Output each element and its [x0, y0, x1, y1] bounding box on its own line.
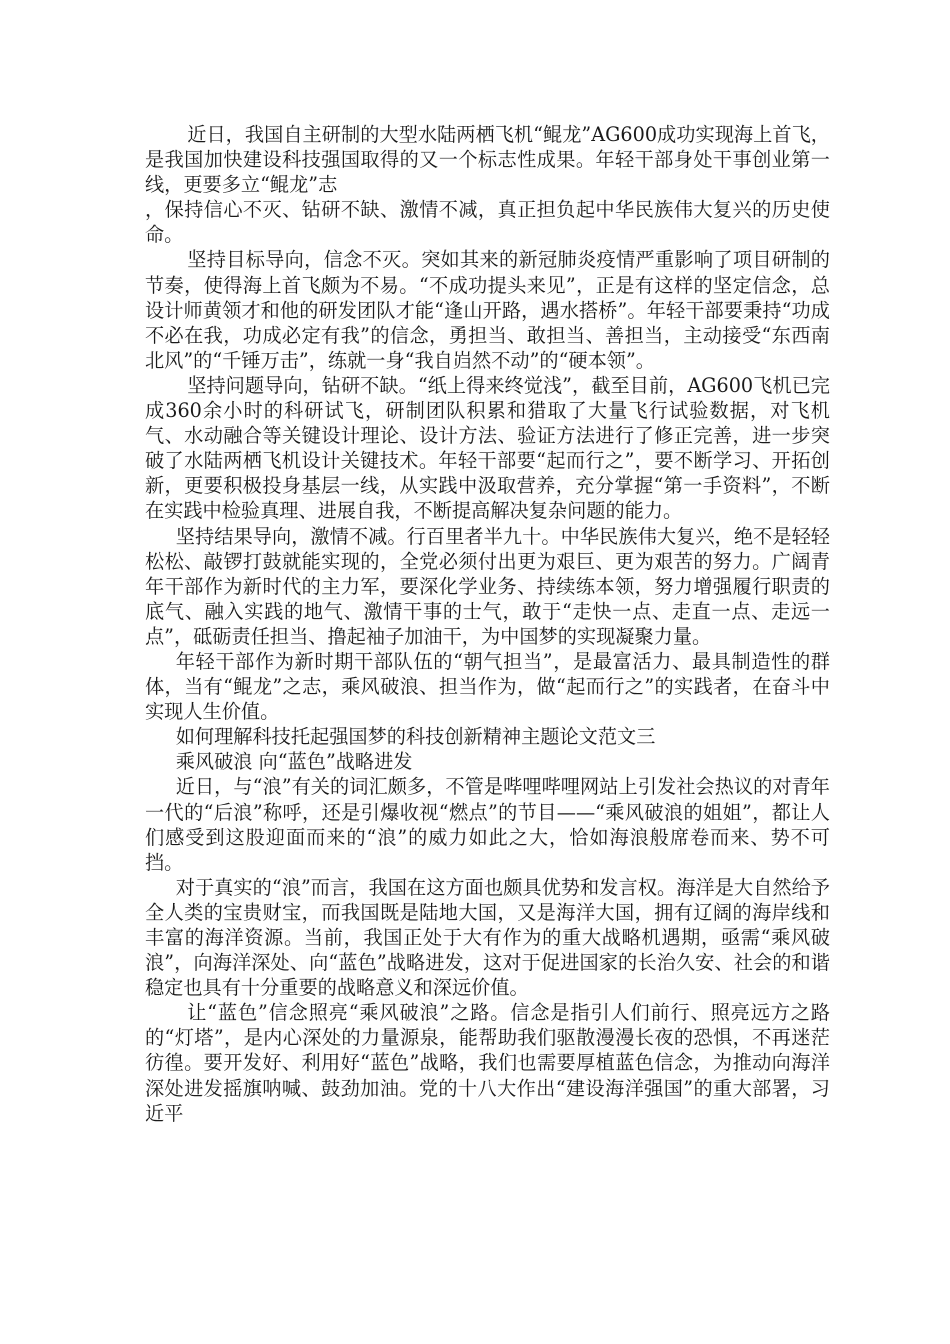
- paragraph-ocean-advantage: 对于真实的“浪”而言，我国在这方面也颇具优势和发言权。海洋是大自然给予全人类的宝贵财宝，而我国既是陆地大国，又是海洋大国，拥有辽阔的海岸线和丰富的海洋资源。当前，我国正处于大有作为的重大战略机遇期，亟需“乘风破浪”，向海洋深处、向“蓝色”战略进发，这对于促进国家的长治久安、社会的和谐稳定也具有十分重要的战略意义和深远价值。: [145, 875, 830, 1000]
- section-subtitle: 乘风破浪 向“蓝色”战略进发: [175, 750, 413, 774]
- section-title: 如何理解科技托起强国梦的科技创新精神主题论文范文三: [175, 725, 656, 749]
- paragraph-conclusion: 年轻干部作为新时期干部队伍的“朝气担当”，是最富活力、最具制造性的群体，当有“鲲龙”之志，乘风破浪、担当作为，做“起而行之”的实践者，在奋斗中实现人生价值。: [145, 649, 830, 724]
- paragraph-intro-continued: ，保持信心不灭、钻研不缺、激情不减，真正担负起中华民族伟大复兴的历史使命。: [145, 198, 830, 247]
- paragraph-blue-belief: 让“蓝色”信念照亮“乘风破浪”之路。信念是指引人们前行、照亮远方之路的“灯塔”，是内心深处的力量源泉，能帮助我们驱散漫漫长夜的恐惧，不再迷茫彷徨。要开发好、利用好“蓝色”战略，我们也需要厚植蓝色信念，为推动向海洋深处进发摇旗呐喊、鼓劲加油。党的十八大作出“建设海洋强国”的重大部署，习近平: [145, 1001, 830, 1125]
- document-body: [145, 122, 830, 1126]
- paragraph-problem-orientation: 坚持问题导向，钻研不缺。“纸上得来终觉浅”，截至目前，AG600飞机已完成360余小时的科研试飞，研制团队积累和猎取了大量飞行试验数据，对飞机气、水动融合等关键设计理论、设计方法、验证方法进行了修正完善，进一步突破了水陆两栖飞机设计关键技术。年轻干部要“起而行之”，要不断学习、开拓创新，更要积极投身基层一线，从实践中汲取营养，充分掌握“第一手资料”，不断在实践中检验真理、进展自我，不断提高解决复杂问题的能力。: [145, 373, 830, 523]
- paragraph-intro: 近日，我国自主研制的大型水陆两栖飞机“鲲龙”AG600成功实现海上首飞，是我国加快建设科技强国取得的又一个标志性成果。年轻干部身处干事创业第一线，更要多立“鲲龙”志: [145, 123, 830, 197]
- paragraph-wave-intro: 近日，与“浪”有关的词汇颇多，不管是哔哩哔哩网站上引发社会热议的对青年一代的“后浪”称呼，还是引爆收视“燃点”的节目——“乘风破浪的姐姐”，都让人们感受到这股迎面而来的“浪”的威力如此之大，恰如海浪般席卷而来、势不可挡。: [145, 775, 830, 874]
- paragraph-goal-orientation: 坚持目标导向，信念不灭。突如其来的新冠肺炎疫情严重影响了项目研制的节奏，使得海上首飞颇为不易。“不成功提头来见”，正是有这样的坚定信念，总设计师黄领才和他的研发团队才能“逢山开路，遇水搭桥”。年轻干部要秉持“功成不必在我，功成必定有我”的信念，勇担当、敢担当、善担当，主动接受“东西南北风”的“千锤万击”，练就一身“我自岿然不动”的“硬本领”。: [145, 248, 830, 372]
- paragraph-result-orientation: 坚持结果导向，激情不减。行百里者半九十。中华民族伟大复兴，绝不是轻轻松松、敲锣打鼓就能实现的，全党必须付出更为艰巨、更为艰苦的努力。广阔青年干部作为新时代的主力军，要深化学业务、持续练本领，努力增强履行职责的底气、融入实践的地气、激情干事的士气，敢于“走快一点、走直一点、走远一点”，砥砺责任担当、撸起袖子加油干，为中国梦的实现凝聚力量。: [145, 524, 830, 648]
